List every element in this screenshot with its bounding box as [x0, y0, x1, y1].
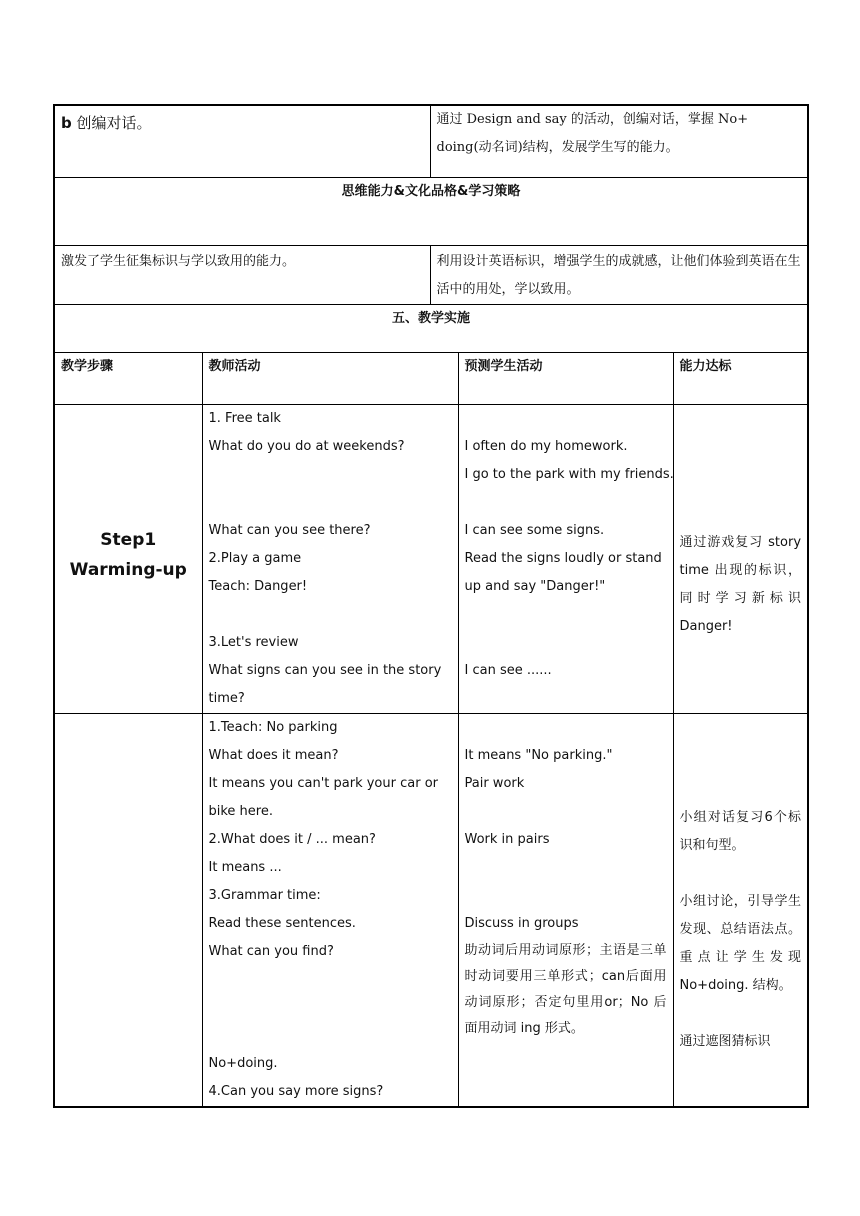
teacher-line: 2.Play a game — [208, 550, 302, 566]
teacher-line: It means you can't park your car or bike here. — [208, 775, 438, 819]
thinking-left-cell: 激发了学生征集标识与学以致用的能力。 — [54, 245, 430, 304]
teacher-line: What do you do at weekends? — [208, 438, 405, 454]
thinking-row — [54, 245, 808, 304]
teacher-line: 1. Free talk — [208, 410, 281, 426]
teacher-line: No+doing. — [208, 1055, 278, 1071]
teacher-line: What can you see there? — [208, 522, 371, 538]
student-grammar-summary: 助动词后用动词原形；主语是三单时动词要用三单形式；can后面用动词原形；否定句里用or；No 后面用动词 ing 形式。 — [464, 942, 667, 1036]
design-right-cell — [430, 105, 808, 177]
design-right-text: 通过 Design and say 的活动，创编对话，掌握 No+ doing(动名词)结构，发展学生写的能力。 — [436, 112, 749, 155]
design-left-cell — [54, 105, 430, 177]
student-line: Discuss in groups — [464, 915, 579, 931]
col-header-student: 预测学生活动 — [458, 352, 673, 404]
teacher-line: Teach: Danger! — [208, 578, 308, 594]
teacher-line: What can you find? — [208, 943, 334, 959]
thinking-heading: 思维能力&文化品格&学习策略 — [54, 177, 808, 245]
step2-teacher-cell — [202, 713, 458, 1107]
col-header-ability: 能力达标 — [673, 352, 808, 404]
teacher-line: 1.Teach: No parking — [208, 719, 338, 735]
teacher-line: 2.What does it / ... mean? — [208, 831, 376, 847]
step1-teacher-cell — [202, 404, 458, 713]
step2-name-cell — [54, 713, 202, 1107]
teacher-line: 3.Grammar time: — [208, 887, 321, 903]
step1-ability-text: 通过游戏复习 story time 出现的标识，同时学习新标识 Danger! — [679, 534, 802, 634]
step1-title: Step1 — [100, 529, 157, 550]
teacher-line: What does it mean? — [208, 747, 339, 763]
student-line: Work in pairs — [464, 831, 550, 847]
col-header-teacher: 教师活动 — [202, 352, 458, 404]
step1-row — [54, 404, 808, 713]
student-line: I often do my homework. — [464, 438, 628, 454]
step2-student-cell — [458, 713, 673, 1107]
step2-row — [54, 713, 808, 1107]
step1-subtitle: Warming-up — [69, 559, 187, 580]
item-label: b — [61, 114, 72, 132]
teacher-line: It means ... — [208, 859, 282, 875]
design-row — [54, 105, 808, 177]
teacher-line: Read these sentences. — [208, 915, 356, 931]
student-line: Read the signs loudly or stand up and say "Danger!" — [464, 550, 662, 594]
teacher-line: What signs can you see in the story time? — [208, 662, 442, 706]
student-line: Pair work — [464, 775, 525, 791]
implementation-heading-row — [54, 304, 808, 352]
student-line: I can see ...... — [464, 662, 552, 678]
step2-ability-p2: 小组讨论，引导学生发现、总结语法点。重点让学生发现 No+doing. 结构。 — [679, 893, 802, 993]
step2-ability-p1: 小组对话复习6个标识和句型。 — [679, 809, 802, 853]
column-header-row — [54, 352, 808, 404]
step1-ability-cell — [673, 404, 808, 713]
step2-ability-p3: 通过遮图猜标识 — [679, 1033, 771, 1049]
thinking-right-cell: 利用设计英语标识，增强学生的成就感，让他们体验到英语在生活中的用处，学以致用。 — [430, 245, 808, 304]
step1-student-cell — [458, 404, 673, 713]
step2-ability-cell — [673, 713, 808, 1107]
lesson-plan-table — [53, 104, 809, 1108]
teacher-line: 4.Can you say more signs? — [208, 1083, 384, 1099]
step1-name-cell — [54, 404, 202, 713]
col-header-step: 教学步骤 — [54, 352, 202, 404]
student-line: It means "No parking." — [464, 747, 613, 763]
teacher-line: 3.Let's review — [208, 634, 299, 650]
thinking-heading-row — [54, 177, 808, 245]
student-line: I go to the park with my friends. — [464, 466, 674, 482]
design-left-text: 创编对话。 — [71, 114, 152, 132]
implementation-heading: 五、教学实施 — [54, 304, 808, 352]
student-line: I can see some signs. — [464, 522, 605, 538]
